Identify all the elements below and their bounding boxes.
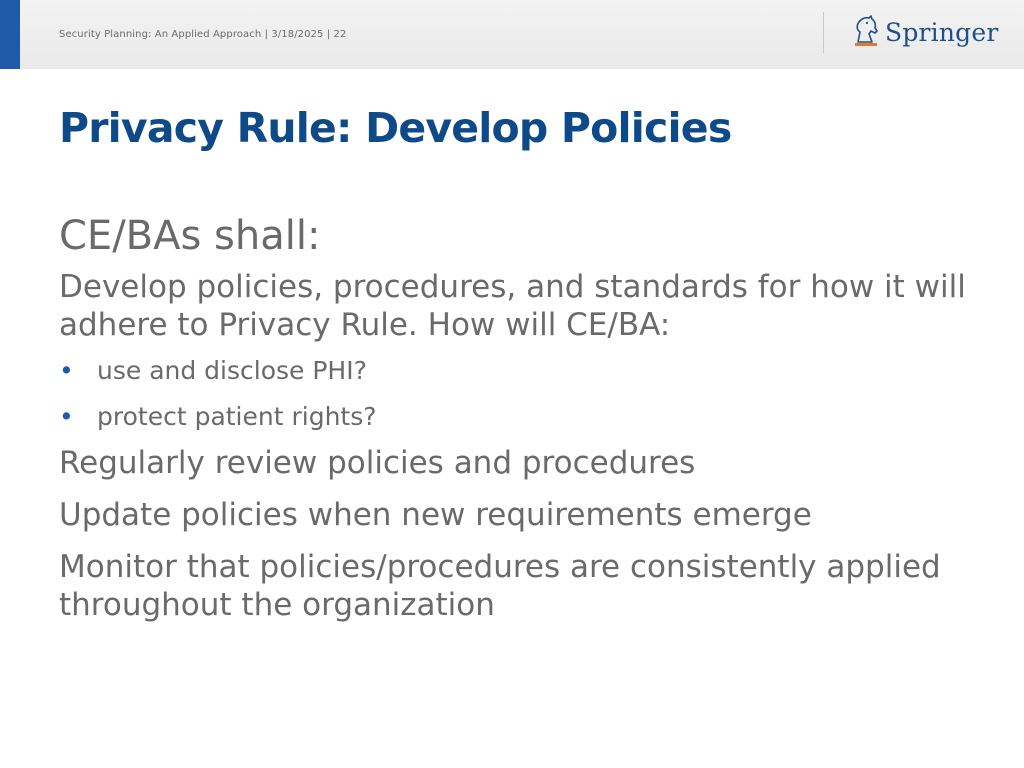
springer-logo-text: Springer — [885, 17, 999, 47]
header-meta-text: Security Planning: An Applied Approach | 3/18/2025 | 22 — [59, 29, 347, 40]
body-item: Update policies when new requirements emerge — [59, 497, 812, 533]
bullet-text: use and disclose PHI? — [97, 356, 367, 385]
bullet-text: protect patient rights? — [97, 402, 377, 431]
slide-header — [0, 0, 1024, 69]
header-accent-bar — [0, 0, 20, 69]
slide-title: Privacy Rule: Develop Policies — [59, 104, 732, 152]
lead-heading: CE/BAs shall: — [59, 213, 321, 259]
bullet-item — [59, 348, 989, 394]
bullet-list — [59, 348, 989, 440]
springer-logo — [851, 14, 999, 50]
chess-knight-icon — [851, 14, 881, 50]
bullet-dot-icon: • — [59, 402, 74, 431]
body-item: Monitor that policies/procedures are consistently applied throughout the organization — [59, 549, 941, 623]
slide-body — [59, 210, 989, 638]
bullet-dot-icon: • — [59, 356, 74, 385]
bullet-item — [59, 394, 989, 440]
intro-paragraph: Develop policies, procedures, and standards for how it will adhere to Privacy Rule. How will CE/BA: — [59, 269, 966, 343]
header-divider — [823, 12, 824, 53]
body-item: Regularly review policies and procedures — [59, 445, 696, 481]
